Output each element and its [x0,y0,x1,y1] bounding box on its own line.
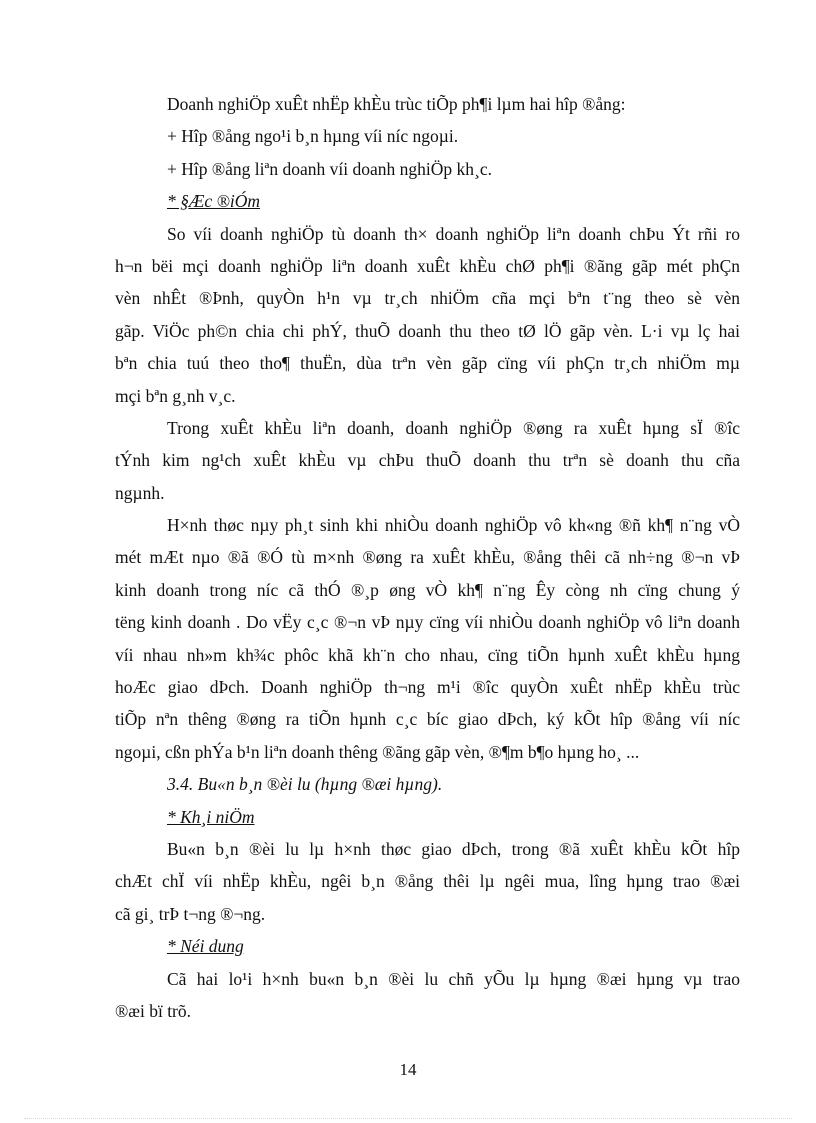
paragraph-line: H×nh thøc nµy ph¸t sinh khi nhiÒu doanh nghiÖp vô kh«ng ®ñ kh¶ n¨ng vÒ [167,515,740,536]
section-heading-3-4: 3.4. Bu«n b¸n ®èi lu (hµng ®æi hµng). [167,774,443,795]
paragraph-line: Doanh nghiÖp xuÊt nhËp khÈu trùc tiÕp ph¶i lµm hai hîp ®ång: [167,94,626,114]
list-item: + Hîp ®ång ngo¹i b¸n hµng víi níc ngoµi. [167,126,459,147]
list-item: + Hîp ®ång liªn doanh víi doanh nghiÖp kh¸c. [167,158,492,179]
paragraph-line: hoÆc giao dÞch. Doanh nghiÖp th¬ng m¹i ®îc quyÒn xuÊt nhËp khÈu trùc [115,677,740,698]
paragraph-line: vèn nhÊt ®Þnh, quyÒn h¹n vµ tr¸ch nhiÖm cña mçi bªn t¨ng theo sè vèn [115,288,740,309]
paragraph-line: Bu«n b¸n ®èi lu lµ h×nh thøc giao dÞch, trong ®ã xuÊt khÈu kÕt hîp [167,838,740,859]
paragraph-line: tÝnh kim ng¹ch xuÊt khÈu vµ chÞu thuÕ doanh thu trªn sè doanh thu cña [115,450,740,471]
paragraph-line: Cã hai lo¹i h×nh bu«n b¸n ®èi lu chñ yÕu lµ hµng ®æi hµng vµ trao [167,968,740,989]
paragraph-line: cã gi¸ trÞ t¬ng ®¬ng. [115,903,266,924]
page-number: 14 [399,1060,417,1079]
section-heading-features: * §Æc ®iÓm [167,191,261,212]
page-bottom-divider [24,1118,792,1119]
paragraph-line: ®æi bï trõ. [115,1000,192,1021]
paragraph-line: bªn chia tuú theo tho¶ thuËn, dùa trªn vèn gãp cïng víi phÇn tr¸ch nhiÖm mµ [115,353,740,374]
paragraph-line: chÆt chÏ víi nhËp khÈu, ngêi b¸n ®ång thêi lµ ngêi mua, lîng hµng trao ®æi [115,871,740,892]
paragraph-line: mét mÆt nµo ®ã ®Ó tù m×nh ®øng ra xuÊt khÈu, ®ång thêi cã nh÷ng ®¬n vÞ [115,547,740,568]
paragraph-line: ngoµi, cßn phÝa b¹n liªn doanh thêng ®ãng gãp vèn, ®¶m b¶o hµng ho¸ ... [115,741,640,762]
paragraph-line: tëng kinh doanh . Do vËy c¸c ®¬n vÞ nµy cïng víi nhiÒu doanh nghiÖp vô liªn doanh [115,612,740,633]
paragraph-line: víi nhau nh»m kh¾c phôc khã kh¨n cho nhau, cïng tiÕn hµnh xuÊt khÈu hµng [115,644,740,665]
paragraph-line: So víi doanh nghiÖp tù doanh th× doanh nghiÖp liªn doanh chÞu Ýt rñi ro [167,223,740,244]
paragraph-line: gãp. ViÖc ph©n chia chi phÝ, thuÕ doanh thu theo tØ lÖ gãp vèn. L·i vµ lç hai [115,320,740,341]
paragraph-line: ngµnh. [115,482,165,503]
section-heading-content: * Néi dung [167,936,244,957]
section-heading-concept: * Kh¸i niÖm [167,806,255,827]
paragraph-line: kinh doanh trong níc cã thÓ ®¸p øng vÒ kh¶ n¨ng Êy còng nh cïng chung ý [115,579,740,600]
paragraph-line: tiÕp nªn thêng ®øng ra tiÕn hµnh c¸c bíc giao dÞch, ký kÕt hîp ®ång víi níc [115,709,740,730]
paragraph-line: mçi bªn g¸nh v¸c. [115,385,236,406]
body-text [115,88,740,1027]
paragraph-line: Trong xuÊt khÈu liªn doanh, doanh nghiÖp ®øng ra xuÊt hµng sÏ ®îc [167,417,740,438]
paragraph-line: h¬n bëi mçi doanh nghiÖp liªn doanh xuÊt khÈu chØ ph¶i ®ãng gãp mét phÇn [115,255,740,276]
